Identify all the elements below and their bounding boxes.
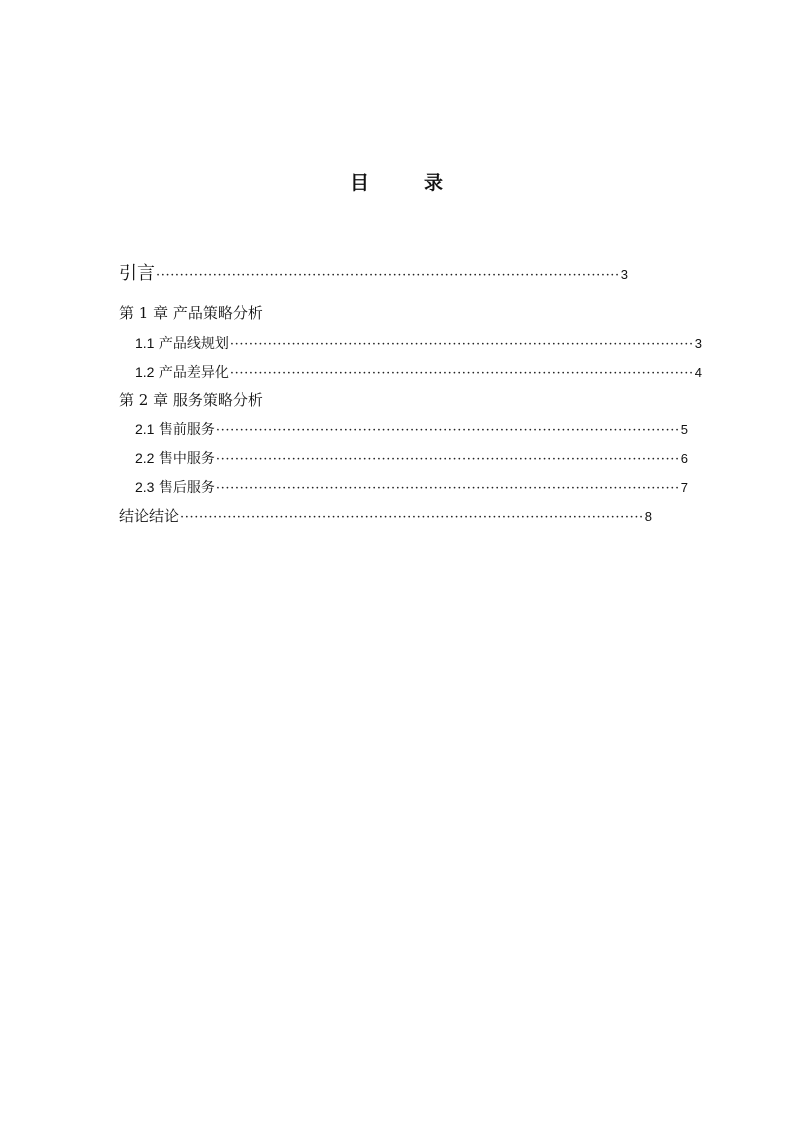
toc-entry-2-3[interactable] bbox=[135, 479, 688, 496]
toc-chapter-label: 第 1 章 产品策略分析 bbox=[119, 304, 263, 322]
toc-page-number: 4 bbox=[694, 365, 702, 380]
toc-page-number: 3 bbox=[694, 336, 702, 351]
toc-entry-conclusion[interactable] bbox=[119, 507, 653, 525]
dot-leader: ·································································································· bbox=[229, 366, 694, 381]
dot-leader: ·································································································· bbox=[156, 268, 620, 283]
toc-entry-label: 售中服务 bbox=[158, 451, 215, 467]
toc-page-number: 7 bbox=[680, 480, 688, 495]
dot-leader: ·································································································· bbox=[215, 452, 680, 467]
toc-entry-label: 产品差异化 bbox=[158, 365, 229, 381]
toc-section-number: 2.3 bbox=[135, 479, 155, 495]
toc-page-number: 3 bbox=[620, 267, 629, 282]
toc-entry-label: 结论结论 bbox=[119, 507, 180, 525]
toc-entry-intro[interactable] bbox=[119, 263, 629, 284]
toc-entry-label: 引言 bbox=[119, 263, 155, 284]
toc-entry-2-2[interactable] bbox=[135, 450, 688, 467]
toc-chapter-label: 第 2 章 服务策略分析 bbox=[119, 391, 263, 409]
toc-section-number: 2.2 bbox=[135, 450, 155, 466]
toc-section-number: 1.1 bbox=[135, 335, 155, 351]
toc-entry-label: 产品线规划 bbox=[158, 336, 229, 352]
toc-chapter-2[interactable] bbox=[119, 393, 622, 408]
toc-section-number: 2.1 bbox=[135, 421, 155, 437]
toc-chapter-1[interactable] bbox=[119, 306, 622, 321]
toc-page-number: 8 bbox=[644, 509, 653, 524]
toc-entry-2-1[interactable] bbox=[135, 421, 688, 438]
toc-entry-1-1[interactable] bbox=[135, 335, 702, 352]
dot-leader: ·································································································· bbox=[229, 337, 694, 352]
dot-leader: ·································································································· bbox=[215, 423, 680, 438]
dot-leader: ·································································································· bbox=[180, 510, 644, 525]
toc-section-number: 1.2 bbox=[135, 364, 155, 380]
toc-page-number: 5 bbox=[680, 422, 688, 437]
toc-entry-1-2[interactable] bbox=[135, 364, 702, 381]
toc-entry-label: 售前服务 bbox=[158, 422, 215, 438]
dot-leader: ·································································································· bbox=[215, 481, 680, 496]
toc-page-number: 6 bbox=[680, 451, 688, 466]
page-title: 目 录 bbox=[349, 172, 461, 194]
toc-entry-label: 售后服务 bbox=[158, 480, 215, 496]
